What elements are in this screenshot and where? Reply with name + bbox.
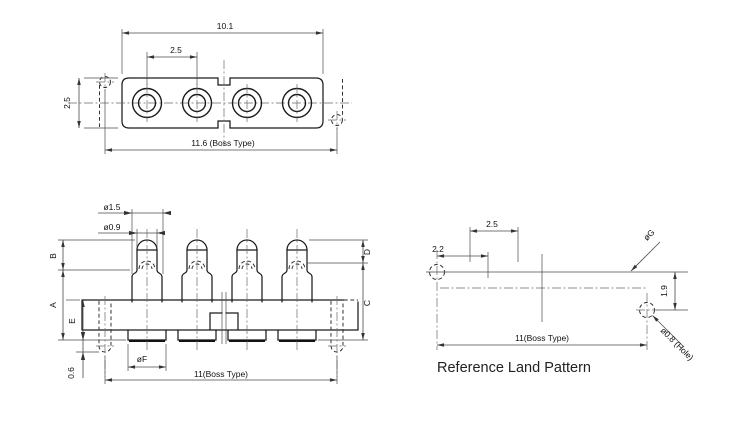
boss-hole-left [426, 250, 448, 350]
dim-d: D [362, 248, 372, 256]
dim-hole-pitch: 2.5 [170, 45, 182, 55]
dim-boss-pitch: 11(Boss Type) [193, 369, 249, 379]
dim-boss-pitch-land: 11(Boss Type) [514, 333, 570, 343]
dim-b: B [48, 253, 58, 259]
dim-boss-protrusion: 0.6 [66, 367, 76, 379]
pogo-pin [178, 229, 216, 351]
pogo-pin [128, 229, 166, 351]
pin-hole [283, 84, 312, 122]
dim-land-pitch: 2.5 [486, 219, 498, 229]
dim-e: E [67, 318, 77, 324]
dim-c: C [362, 299, 372, 307]
dim-overall-width: 10.1 [216, 21, 234, 31]
dim-body-height: 2.5 [62, 97, 72, 109]
dim-land-diameter: øG [641, 227, 657, 243]
boss-hole-right [636, 293, 658, 350]
land-pattern-caption: Reference Land Pattern [437, 360, 591, 376]
top-view [62, 21, 352, 154]
pogo-pin [278, 229, 316, 351]
dim-hole-offset: 1.9 [659, 285, 669, 297]
top-view-boss-right [328, 79, 346, 129]
front-view [48, 202, 372, 384]
dim-hole-to-land: 2.2 [432, 244, 444, 254]
land-pattern-view [426, 219, 696, 422]
dim-hole-diameter: ø0.8 (Hole) [658, 325, 696, 363]
dim-a: A [48, 302, 58, 308]
top-view-body [68, 60, 352, 146]
front-view-dimensions [48, 202, 372, 384]
dim-plunger-diameter: ø0.9 [103, 222, 121, 232]
dim-pad-diameter: øF [136, 354, 148, 364]
dim-barrel-diameter: ø1.5 [103, 202, 121, 212]
land-pattern-dimensions [432, 219, 696, 363]
dim-boss-width: 11.6 (Boss Type) [191, 138, 255, 148]
pogo-pin [228, 229, 266, 351]
